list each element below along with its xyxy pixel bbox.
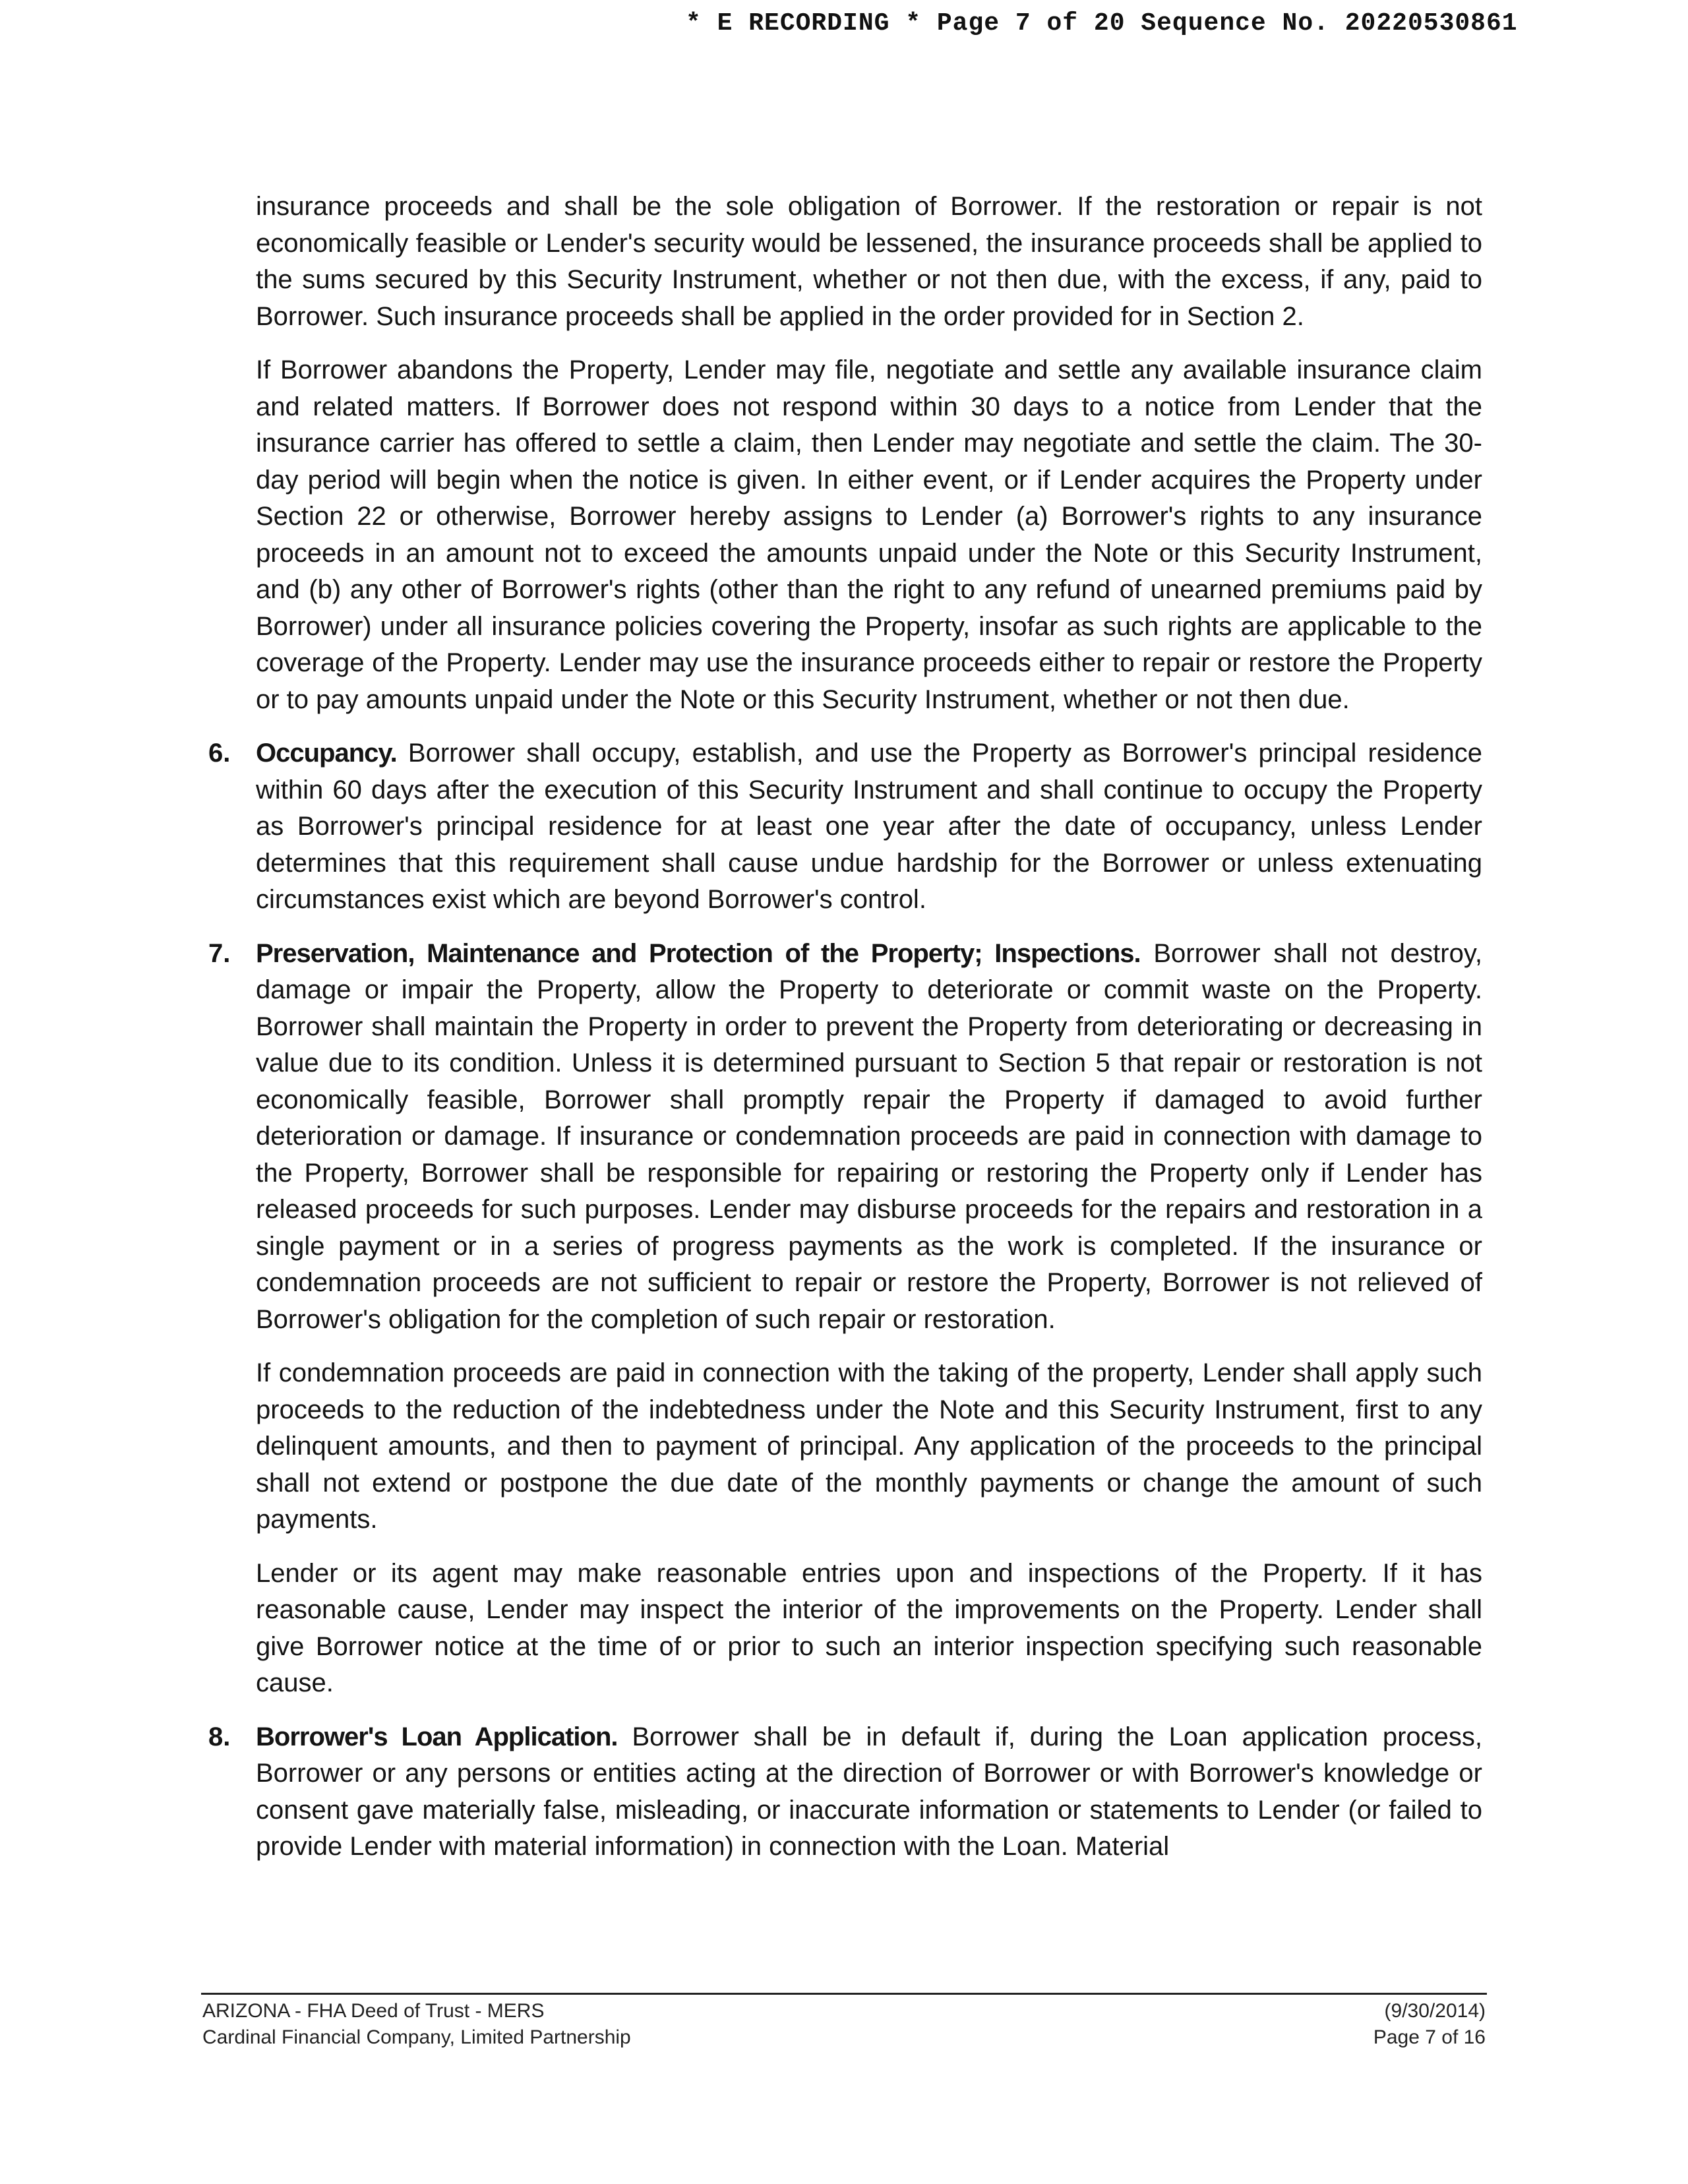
footer-form-title: ARIZONA - FHA Deed of Trust - MERS — [202, 2000, 545, 2022]
section-heading: Preservation, Maintenance and Protection of the Property; Inspections. — [256, 938, 1141, 968]
section-6 — [208, 735, 1482, 919]
footer-page-number: Page 7 of 16 — [1373, 2026, 1486, 2048]
condemnation-paragraph: If condemnation proceeds are paid in connection with the taking of the property, Lender shall apply such proceeds to the reduction of the indebtedness under the Note and this Security Instrument, first to any delinquent amounts, and then to payment of principal. Any application of the proceeds to the principal shall not extend or postpone the due date of the monthly payments or change the amount of such payments. — [256, 1358, 1482, 1534]
document-body — [208, 189, 1482, 1883]
inspection-paragraph: Lender or its agent may make reasonable entries upon and inspections of the Property. If it has reasonable cause, Lender may inspect the interior of the improvements on the Property. Lender shall give Borrower notice at the time of or prior to such an interior inspection specifying such reasonable cause. — [256, 1558, 1482, 1697]
section-8 — [208, 1719, 1482, 1866]
footer-company: Cardinal Financial Company, Limited Partnership — [202, 2026, 631, 2048]
section-text: Borrower shall not destroy, damage or impair the Property, allow the Property to deteriorate or commit waste on the Property. Borrower shall maintain the Property in order to prevent the Property from deteriorating or decreasing in value due to its condition. Unless it is determined pursuant to Section 5 that repair or restoration is not economically feasible, Borrower shall promptly repair the Property if damaged to avoid further deterioration or damage. If insurance or condemnation proceeds are paid in connection with damage to the Property, Borrower shall be responsible for repairing or restoring the Property only if Lender has released proceeds for such purposes. Lender may disburse proceeds for the repairs and restoration in a single payment or in a series of progress payments as the work is completed. If the insurance or condemnation proceeds are not sufficient to repair or restore the Property, Borrower is not relieved of Borrower's obligation for the completion of such repair or restoration. — [256, 938, 1482, 1334]
section-text: Borrower shall be in default if, during the Loan application process, Borrower or any persons or entities acting at the direction of Borrower or with Borrower's knowledge or consent gave materially false, misleading, or inaccurate information or statements to Lender (or failed to provide Lender with material information) in connection with the Loan. Material — [256, 1722, 1482, 1861]
abandon-paragraph: If Borrower abandons the Property, Lender may file, negotiate and settle any available insurance claim and related matters. If Borrower does not respond within 30 days to a notice from Lender that the insurance carrier has offered to settle a claim, then Lender may negotiate and settle the claim. The 30-day period will begin when the notice is given. In either event, or if Lender acquires the Property under Section 22 or otherwise, Borrower hereby assigns to Lender (a) Borrower's rights to any insurance proceeds in an amount not to exceed the amounts unpaid under the Note or this Security Instrument, and (b) any other of Borrower's rights (other than the right to any refund of unearned premiums paid by Borrower) under all insurance policies covering the Property, insofar as such rights are applicable to the coverage of the Property. Lender may use the insurance proceeds either to repair or restore the Property or to pay amounts unpaid under the Note or this Security Instrument, whether or not then due. — [256, 355, 1482, 714]
continued-paragraph: insurance proceeds and shall be the sole obligation of Borrower. If the restoration or repair is not economically feasible or Lender's security would be lessened, the insurance proceeds shall be applied to the sums secured by this Security Instrument, whether or not then due, with the excess, if any, paid to Borrower. Such insurance proceeds shall be applied in the order provided for in Section 2. — [256, 192, 1482, 331]
footer-form-date: (9/30/2014) — [1384, 2000, 1486, 2022]
section-number: 6. — [208, 739, 231, 768]
section-heading: Occupancy. — [256, 739, 397, 768]
footer-right — [1373, 1998, 1486, 2051]
section-number: 7. — [208, 938, 231, 968]
section-heading: Borrower's Loan Application. — [256, 1722, 618, 1751]
section-number: 8. — [208, 1722, 231, 1751]
section-text: Borrower shall occupy, establish, and use the Property as Borrower's principal residence within 60 days after the execution of this Security Instrument and shall continue to occupy the Property as Borrower's principal residence for at least one year after the date of occupancy, unless Lender determines that this requirement shall cause undue hardship for the Borrower or unless extenuating circumstances exist which are beyond Borrower's control. — [256, 739, 1482, 914]
section-7 — [208, 936, 1482, 1339]
recording-stamp: * E RECORDING * Page 7 of 20 Sequence No. 20220530861 — [686, 9, 1518, 38]
footer-divider — [201, 1993, 1487, 1995]
footer-left — [202, 1998, 631, 2051]
